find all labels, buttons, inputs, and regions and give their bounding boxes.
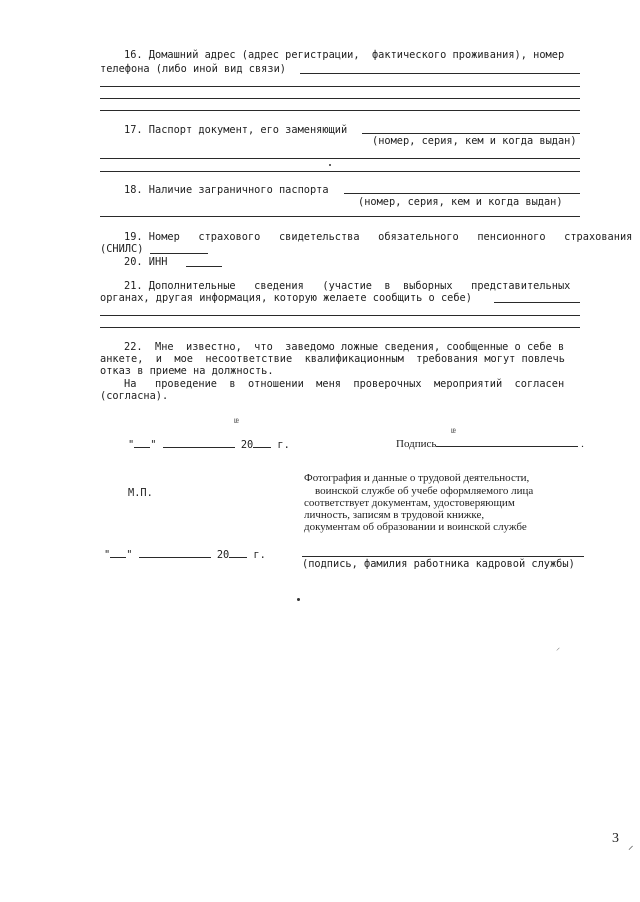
year-suffix: г. <box>247 549 266 561</box>
item17-fill-line[interactable] <box>100 171 580 172</box>
scan-mark: ⸝ <box>628 839 634 852</box>
item16-fill-line[interactable] <box>100 110 580 111</box>
item22-line4: На проведение в отношении меня проверочных мероприятий согласен <box>124 378 565 390</box>
year-field[interactable] <box>229 547 247 558</box>
item20-label: 20. ИНН <box>124 256 168 268</box>
item22-line3: отказ в приеме на должность. <box>100 365 274 377</box>
seal-place-label: М.П. <box>128 487 153 499</box>
item17-fill-line[interactable] <box>100 158 580 159</box>
verification-line1: Фотография и данные о трудовой деятельности, <box>304 472 530 484</box>
scan-speck <box>329 164 331 166</box>
item16-fill-line[interactable] <box>100 86 580 87</box>
day-field[interactable] <box>110 547 126 558</box>
hr-signature-line[interactable] <box>302 556 584 557</box>
verification-line5: документам об образовании и воинской службе <box>304 521 527 533</box>
date-quote: " <box>150 439 157 451</box>
year-field[interactable] <box>253 437 271 448</box>
item17-fill-line[interactable] <box>362 133 580 134</box>
date-quote: " <box>126 549 133 561</box>
verification-line2: воинской службе об учебе оформляемого лица <box>315 485 534 497</box>
item21-line1: 21. Дополнительные сведения (участие в выборных представительных <box>124 280 571 292</box>
item17-label: 17. Паспорт документ, его заменяющий <box>124 124 348 136</box>
date-quote: " <box>128 439 135 451</box>
item18-label: 18. Наличие заграничного паспорта <box>124 184 329 196</box>
signature-field[interactable] <box>436 436 578 447</box>
scan-speck <box>297 598 300 601</box>
item22-line2: анкете, и мое несоответствие квалификационным требования могут повлечь <box>100 353 565 365</box>
item21-fill-line[interactable] <box>100 315 580 316</box>
signature-period: . <box>581 438 584 450</box>
item22-line1: 22. Мне известно, что заведомо ложные сведения, сообщенные о себе в <box>124 341 565 353</box>
item17-hint: (номер, серия, кем и когда выдан) <box>372 135 577 147</box>
item22-line5: (согласна). <box>100 390 169 402</box>
item19-line2: (СНИЛС) <box>100 243 144 255</box>
item19-line1: 19. Номер страхового свидетельства обязательного пенсионного страхования <box>124 231 633 243</box>
hr-signature-caption: (подпись, фамилия работника кадровой службы) <box>302 558 575 570</box>
item16-fill-line[interactable] <box>300 73 580 74</box>
applicant-date <box>128 437 290 451</box>
page-number: 3 <box>612 831 619 846</box>
year-prefix: 20 <box>240 439 254 451</box>
verification-line3: соответствует документам, удостоверяющим <box>304 497 515 509</box>
inn-fill-line[interactable] <box>186 266 222 267</box>
item18-fill-line[interactable] <box>344 193 580 194</box>
applicant-signature <box>396 436 584 450</box>
scan-mark: ⸝ <box>556 643 560 652</box>
snils-fill-line[interactable] <box>150 253 208 254</box>
verification-line4: личность, записям в трудовой книжке, <box>304 509 485 521</box>
item16-line2: телефона (либо иной вид связи) <box>100 63 286 75</box>
scan-mark: ᵫ <box>451 426 456 435</box>
month-field[interactable] <box>163 437 235 448</box>
item16-line1: 16. Домашний адрес (адрес регистрации, фактического проживания), номер <box>124 49 565 61</box>
item21-line2: органах, другая информация, которую желаете сообщить о себе) <box>100 292 472 304</box>
year-prefix: 20 <box>216 549 230 561</box>
hr-date <box>104 547 266 561</box>
date-quote: " <box>104 549 111 561</box>
month-field[interactable] <box>139 547 211 558</box>
signature-label: Подпись <box>396 438 437 450</box>
item21-fill-line[interactable] <box>494 302 580 303</box>
day-field[interactable] <box>134 437 150 448</box>
year-suffix: г. <box>271 439 290 451</box>
item18-fill-line[interactable] <box>100 216 580 217</box>
item18-hint: (номер, серия, кем и когда выдан) <box>358 196 563 208</box>
item16-fill-line[interactable] <box>100 98 580 99</box>
scan-mark: ᵫ <box>234 416 239 425</box>
item21-fill-line[interactable] <box>100 327 580 328</box>
